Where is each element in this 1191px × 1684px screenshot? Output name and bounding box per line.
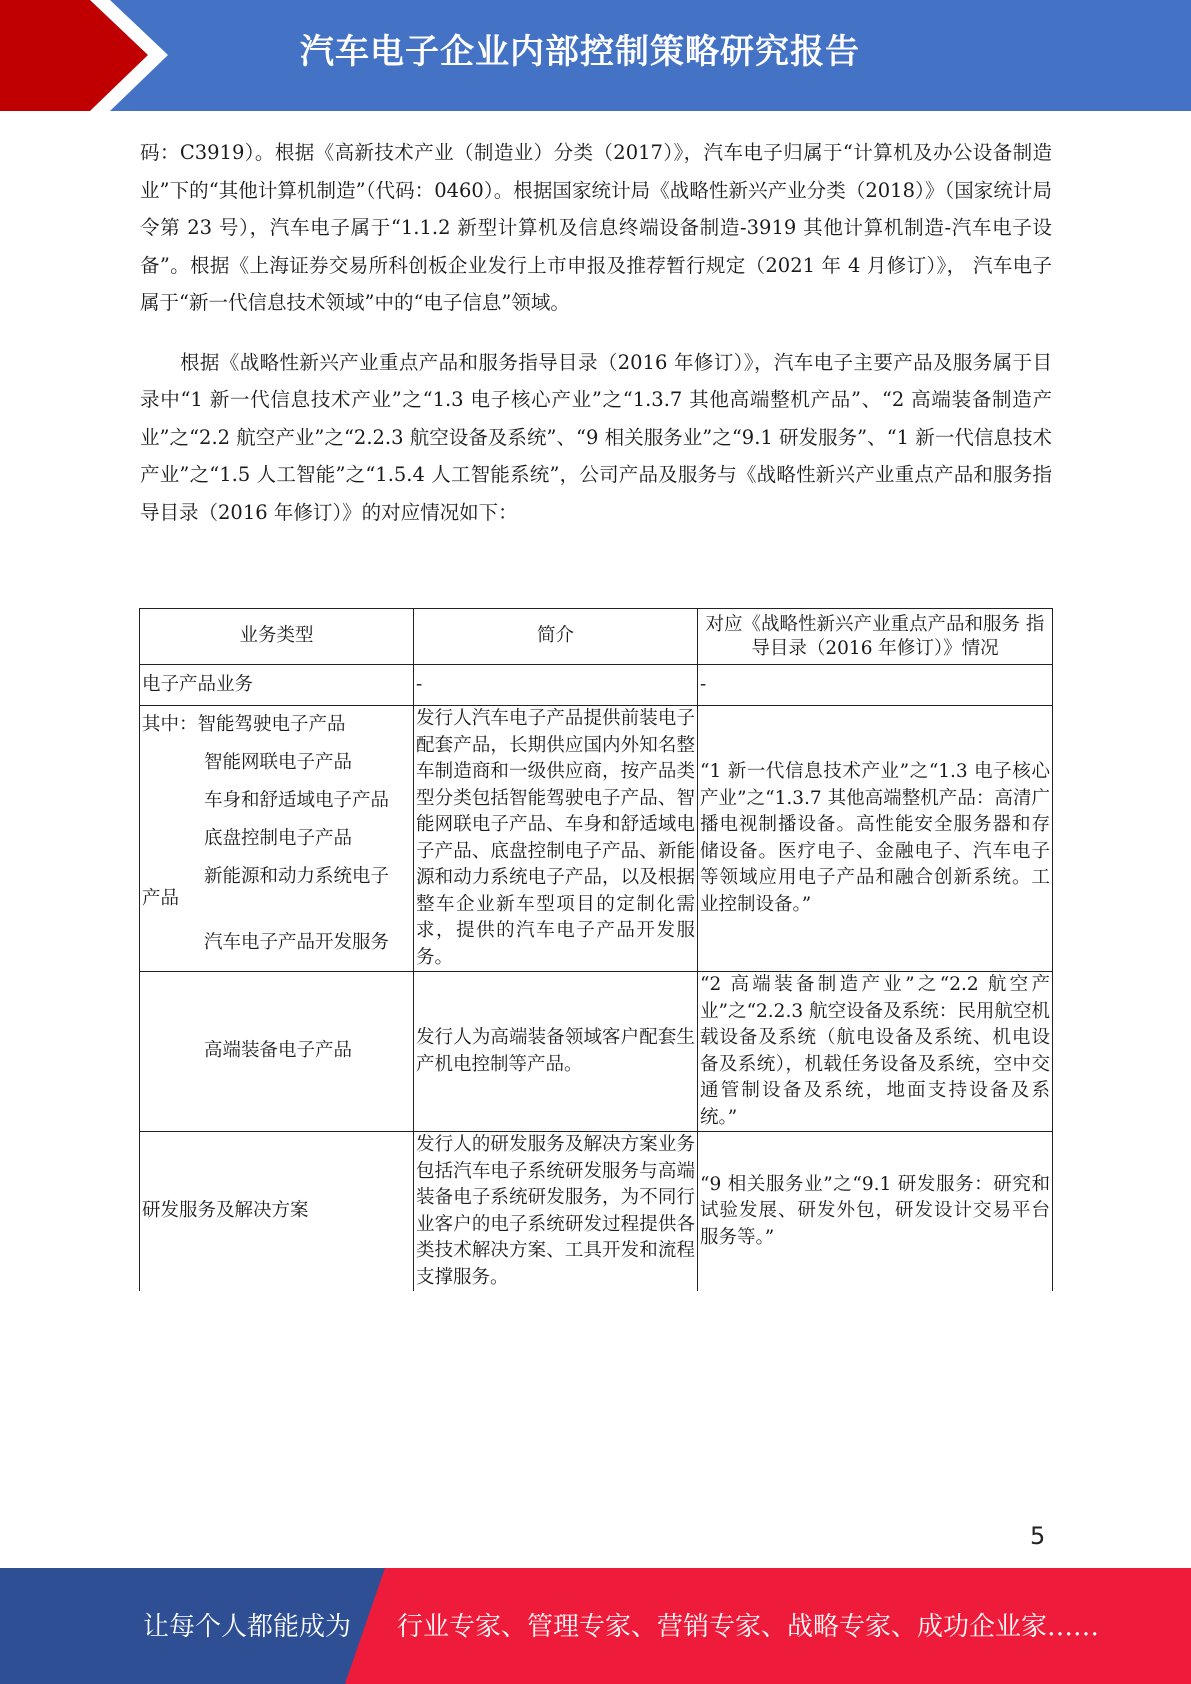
cell-intro: 发行人汽车电子产品提供前装电子配套产品，长期供应国内外知名整车制造商和一级供应商，按产品类型分类包括智能驾驶电子产品、智能网联电子产品、车身和舒适域电子产品、底盘控制电子产品、新能源和动力系统电子产品，以及根据整车企业新车型项目的定制化需求，提供的汽车电子产品开发服务。 [414,706,698,972]
cell-intro: 发行人的研发服务及解决方案业务包括汽车电子系统研发服务与高端装备电子系统研发服务，为不同行业客户的电子系统研发过程提供各类技术解决方案、工具开发和流程支撑服务。 [414,1132,698,1292]
header-mapping: 对应《战略性新兴产业重点产品和服务 指导目录（2016 年修订）》情况 [698,609,1053,665]
header-banner [0,0,1191,111]
header-business-type: 业务类型 [140,609,414,665]
cell-mapping: - [698,665,1053,706]
cell-intro: - [414,665,698,706]
list-item: 汽车电子产品开发服务 [204,932,390,953]
paragraph-classification: 码：C3919）。根据《高新技术产业（制造业）分类（2017）》，汽车电子归属于“计算机及办公设备制造业”下的“其他计算机制造”（代码：0460）。根据国家统计局《战略性新兴产业分类（2018）》（国家统计局令第 23 号），汽车电子属于“1.1.2 新型计算机及信息终端设备制造-3919 其他计算机制造-汽车电子设备”。根据《上海证券交易所科创板企业发行上市申报及推荐暂行规定（2021 年 4 月修订）》， 汽车电子属于“新一代信息技术领域”中的“电子信息”领域。 [140,141,1052,314]
table-row [140,1132,1053,1292]
paragraph-catalog: 根据《战略性新兴产业重点产品和服务指导目录（2016 年修订）》，汽车电子主要产品及服务属于目录中“1 新一代信息技术产业”之“1.3 电子核心产业”之“1.3.7 其他高端整机产品”、“2 高端装备制造产业”之“2.2 航空产业”之“2.2.3 航空设备及系统”、“9 相关服务业”之“9.1 研发服务”、“1 新一代信息技术产业”之“1.5 人工智能”之“1.5.4 人工智能系统”，公司产品及服务与《战略性新兴产业重点产品和服务指导目录（2016 年修订）》的对应情况如下： [140,350,1052,524]
page-number: 5 [1030,1522,1046,1550]
list-item: 车身和舒适域电子产品 [204,790,390,811]
list-item: 产品 [142,888,180,909]
list-item: 底盘控制电子产品 [204,828,353,849]
cell-type-list [140,706,414,972]
header-intro: 简介 [414,609,698,665]
footer-slogan-right: 行业专家、管理专家、营销专家、战略专家、成功企业家…… [397,1612,1100,1642]
cell-type: 电子产品业务 [140,665,414,706]
cell-intro: 发行人为高端装备领域客户配套生产机电控制等产品。 [414,972,698,1132]
list-item: 新能源和动力系统电子 [204,866,390,887]
footer-banner [0,1568,1191,1684]
report-title: 汽车电子企业内部控制策略研究报告 [300,32,860,72]
table-row [140,972,1053,1132]
body-content [140,134,1052,531]
cell-mapping: “1 新一代信息技术产业”之“1.3 电子核心产业”之“1.3.7 其他高端整机产品：高清广播电视制播设备。高性能安全服务器和存储设备。医疗电子、金融电子、汽车电子等领域应用电子产品和融合创新系统。工业控制设备。” [698,706,1053,972]
footer-slogan-left: 让每个人都能成为 [143,1612,352,1642]
table-row [140,665,1053,706]
cell-mapping: “9 相关服务业”之“9.1 研发服务：研究和试验发展、研发外包，研发设计交易平台服务等。” [698,1132,1053,1292]
table-header-row [140,609,1053,665]
cell-type: 研发服务及解决方案 [140,1132,414,1292]
list-item: 其中：智能驾驶电子产品 [142,714,346,735]
industry-mapping-table [139,608,1053,1291]
cell-mapping: “2 高端装备制造产业”之“2.2 航空产业”之“2.2.3 航空设备及系统：民用航空机载设备及系统（航电设备及系统、机电设备及系统），机载任务设备及系统，空中交通管制设备及系统，地面支持设备及系统。” [698,972,1053,1132]
list-item: 智能网联电子产品 [204,752,353,773]
cell-type: 高端装备电子产品 [204,1040,353,1062]
table-row [140,706,1053,972]
